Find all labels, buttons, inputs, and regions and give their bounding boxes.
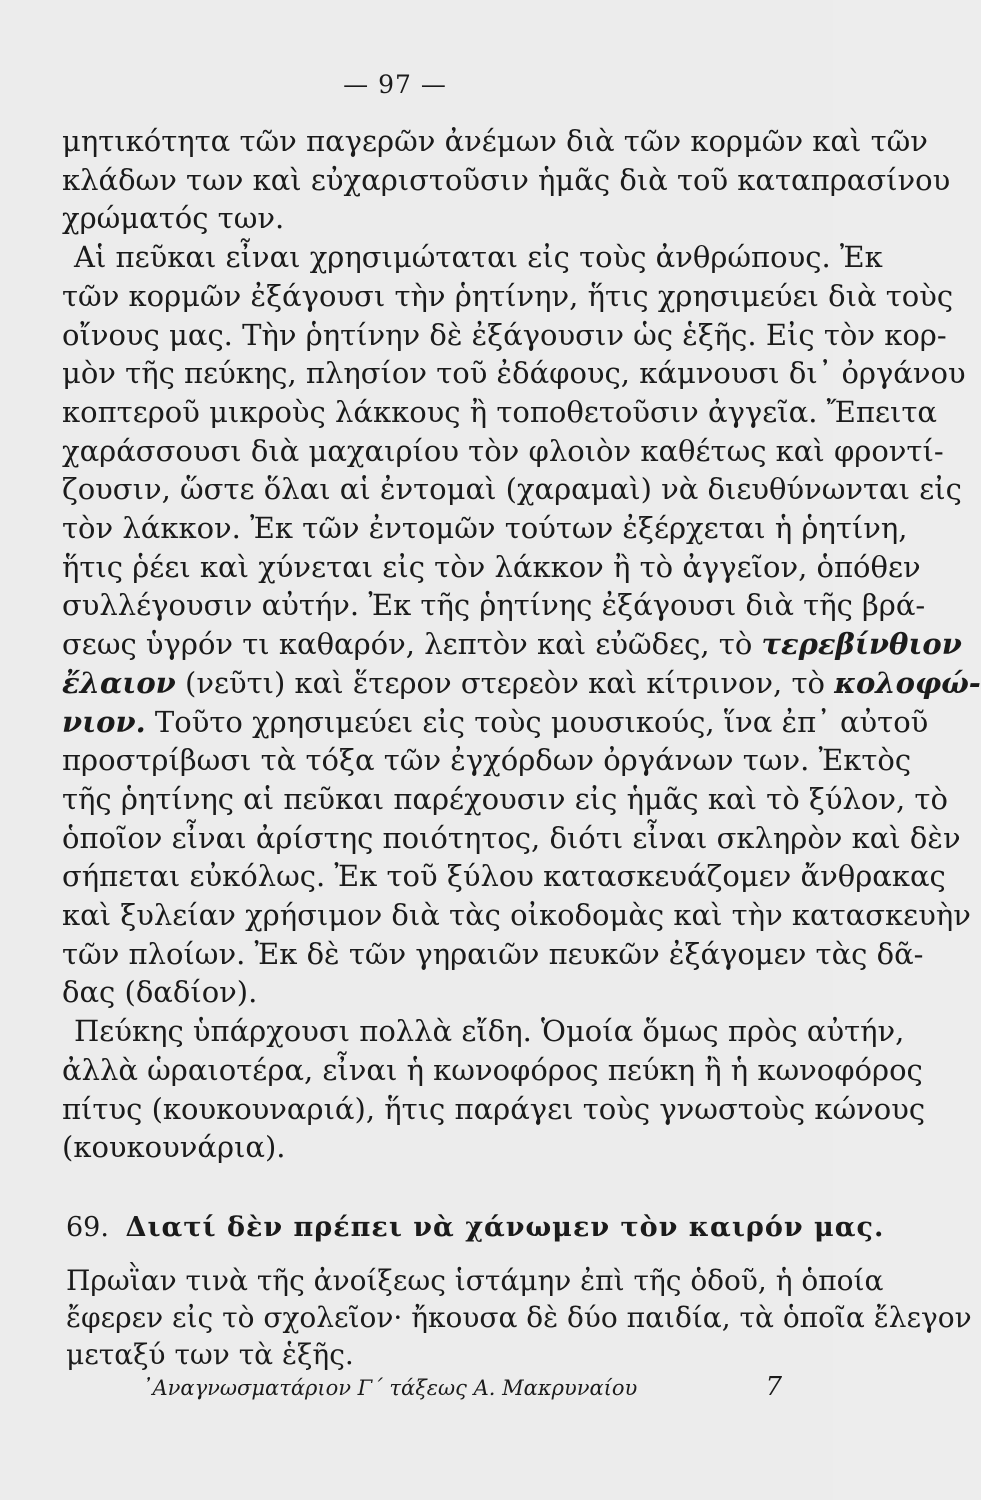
text-line: προστρίβωσι τὰ τόξα τῶν ἐγχόρδων ὀργάνων των. Ἐκτὸς: [62, 743, 912, 778]
term-kolofonion: κολοφώ-: [834, 665, 981, 700]
text-line: [62, 625, 962, 664]
text-line: τὸν λάκκον. Ἐκ τῶν ἐντομῶν τούτων ἐξέρχεται ἡ ῥητίνη,: [62, 511, 908, 546]
section-heading: [66, 1212, 885, 1243]
text-line: σήπεται εὐκόλως. Ἐκ τοῦ ξύλου κατασκευάζομεν ἄνθρακας: [62, 859, 946, 894]
text-line: κοπτεροῦ μικροὺς λάκκους ἢ τοποθετοῦσιν ἀγγεῖα. Ἔπειτα: [62, 394, 937, 429]
section-title: Διατί δὲν πρέπει νὰ χάνωμεν τὸν καιρόν μας.: [125, 1212, 885, 1243]
text-line: [62, 664, 981, 703]
text-line: ἔφερεν εἰς τὸ σχολεῖον· ἤκουσα δὲ δύο παιδία, τὰ ὁποῖα ἔλεγον: [66, 1301, 972, 1334]
text-line: ἀλλὰ ὡραιοτέρα, εἶναι ἡ κωνοφόρος πεύκη ἢ ἡ κωνοφόρος: [62, 1052, 923, 1087]
text-line: δας (δαδίον).: [62, 975, 258, 1010]
text-line: οἴνους μας. Τὴν ῥητίνην δὲ ἐξάγουσιν ὡς ἑξῆς. Εἰς τὸν κορ-: [62, 317, 947, 352]
text-line: καὶ ξυλείαν χρήσιμον διὰ τὰς οἰκοδομὰς καὶ τὴν κατασκευὴν: [62, 898, 971, 933]
text-line: μὸν τῆς πεύκης, πλησίον τοῦ ἐδάφους, κάμνουσι δι᾽ ὀργάνου: [62, 356, 966, 391]
text-line: χρώματός των.: [62, 201, 285, 236]
term-elaion: ἔλαιον: [62, 665, 176, 700]
text-line: Πεύκης ὑπάρχουσι πολλὰ εἴδη. Ὁμοία ὅμως πρὸς αὐτήν,: [74, 1014, 905, 1049]
text-fragment: σεως ὑγρόν τι καθαρόν, λεπτὸν καὶ εὐῶδες, τὸ: [62, 627, 762, 662]
term-terebinthion: τερεβίνθιον: [761, 627, 962, 662]
text-line: συλλέγουσιν αὐτήν. Ἐκ τῆς ῥητίνης ἐξάγουσι διὰ τῆς βρά-: [62, 588, 926, 623]
text-fragment: (νεῦτι) καὶ ἕτερον στερεὸν καὶ κίτρινον, τὸ: [175, 665, 835, 700]
text-line: [62, 703, 929, 742]
section-number: 69.: [66, 1212, 109, 1243]
text-line: ἥτις ῥέει καὶ χύνεται εἰς τὸν λάκκον ἢ τὸ ἀγγεῖον, ὁπόθεν: [62, 549, 921, 584]
text-line: τῶν κορμῶν ἐξάγουσι τὴν ῥητίνην, ἥτις χρησιμεύει διὰ τοὺς: [62, 278, 954, 313]
text-line: κλάδων των καὶ εὐχαριστοῦσιν ἡμᾶς διὰ τοῦ καταπρασίνου: [62, 162, 951, 197]
text-line: Αἱ πεῦκαι εἶναι χρησιμώταται εἰς τοὺς ἀνθρώπους. Ἐκ: [74, 240, 883, 275]
text-line: (κουκουνάρια).: [62, 1130, 286, 1165]
text-fragment: Τοῦτο χρησιμεύει εἰς τοὺς μουσικούς, ἵνα ἐπ᾽ αὐτοῦ: [145, 704, 929, 739]
text-line: μεταξύ των τὰ ἑξῆς.: [66, 1338, 354, 1371]
section-text: [66, 1262, 972, 1373]
body-text: [62, 122, 981, 1167]
page-number: — 97 —: [343, 70, 447, 99]
signature-mark: 7: [765, 1372, 782, 1402]
footer-text: ᾽Αναγνωσματάριον Γ΄ τάξεως Α. Μακρυναίου: [142, 1376, 638, 1400]
text-line: τῆς ῥητίνης αἱ πεῦκαι παρέχουσιν εἰς ἡμᾶς καὶ τὸ ξύλον, τὸ: [62, 781, 948, 816]
text-line: πίτυς (κουκουναριά), ἥτις παράγει τοὺς γνωστοὺς κώνους: [62, 1091, 926, 1126]
text-line: μητικότητα τῶν παγερῶν ἀνέμων διὰ τῶν κορμῶν καὶ τῶν: [62, 124, 928, 158]
text-line: χαράσσουσι διὰ μαχαιρίου τὸν φλοιὸν καθέτως καὶ φροντί-: [62, 433, 944, 468]
text-line: ζουσιν, ὥστε ὅλαι αἱ ἐντομαὶ (χαραμαὶ) νὰ διευθύνωνται εἰς: [62, 472, 962, 507]
page-footer: [142, 1372, 782, 1402]
text-line: Πρωῒαν τινὰ τῆς ἀνοίξεως ἱστάμην ἐπὶ τῆς ὁδοῦ, ἡ ὁποία: [66, 1264, 884, 1297]
term-kolofonion-end: νιον.: [62, 704, 146, 739]
text-line: ὁποῖον εἶναι ἀρίστης ποιότητος, διότι εἶναι σκληρὸν καὶ δὲν: [62, 820, 961, 855]
text-line: τῶν πλοίων. Ἐκ δὲ τῶν γηραιῶν πευκῶν ἐξάγομεν τὰς δᾶ-: [62, 936, 924, 971]
